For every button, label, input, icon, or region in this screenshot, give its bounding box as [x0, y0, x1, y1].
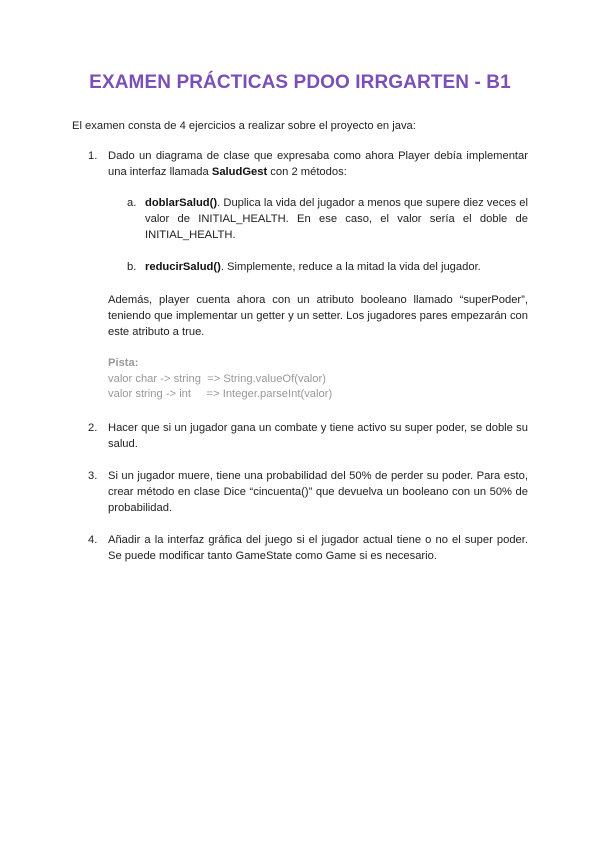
sub-item-letter: a. [127, 197, 137, 209]
interface-name: SaludGest [211, 166, 268, 178]
method-description: . Simplemente, reduce a la mitad la vida del jugador. [220, 261, 481, 273]
method-name: doblarSalud() [145, 197, 218, 209]
item-text: Añadir a la interfaz gráfica del juego si el jugador actual tiene o no el super poder. Se puede modificar tanto GameState como Game si es necesario. [108, 534, 528, 562]
item-number: 3. [88, 470, 98, 482]
item-text-before: Dado un diagrama de clase que expresaba como ahora Player debía implementar una interfaz llamada [108, 150, 528, 178]
hint-line: valor string -> int => Integer.parseInt(valor) [108, 388, 333, 400]
hint-line: valor char -> string => String.valueOf(valor) [108, 372, 326, 385]
method-description: . Duplica la vida del jugador a menos que supere diez veces el valor de INITIAL_HEALTH. En ese caso, el valor sería el doble de INITIAL_HEALTH. [145, 197, 528, 241]
intro-text: El examen consta de 4 ejercicios a realizar sobre el proyecto en java: [72, 120, 416, 132]
item-number: 1. [88, 150, 98, 162]
item-text: Hacer que si un jugador gana un combate y tiene activo su super poder, se doble su salud. [108, 422, 528, 450]
hint-block [108, 356, 528, 403]
sub-item-letter: b. [127, 261, 137, 273]
item-text [108, 148, 528, 180]
item-text-after: con 2 métodos: [267, 166, 347, 178]
item-text: Si un jugador muere, tiene una probabilidad del 50% de perder su poder. Para esto, crear método en clase Dice “cincuenta()” que devuelva un booleano con un 50% de probabilidad. [108, 470, 528, 514]
sub-item-text [145, 195, 528, 243]
item-number: 2. [88, 422, 98, 434]
hint-title: Pista: [108, 357, 139, 369]
sub-item-text [145, 259, 528, 275]
method-name: reducirSalud() [145, 261, 221, 273]
item-number: 4. [88, 534, 98, 546]
extra-paragraph: Además, player cuenta ahora con un atributo booleano llamado “superPoder”, teniendo que implementar un getter y un setter. Los jugadores pares empezarán con este atributo a true. [108, 294, 528, 338]
page-title: EXAMEN PRÁCTICAS PDOO IRRGARTEN - B1 [89, 72, 511, 93]
